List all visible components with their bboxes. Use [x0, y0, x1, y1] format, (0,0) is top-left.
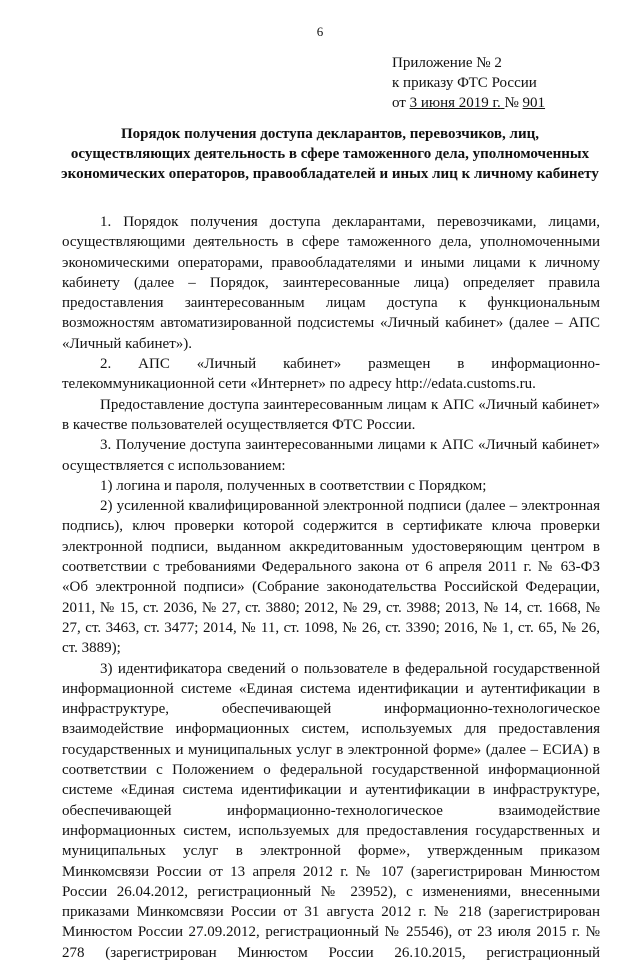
document-body [62, 212, 600, 963]
paragraph-4: 3. Получение доступа заинтересованными лицами к АПС «Личный кабинет» осуществляется с использованием: [62, 437, 600, 474]
paragraph-5: 1) логина и пароля, полученных в соответствии с Порядком; [100, 477, 487, 494]
appendix-number: 901 [522, 95, 546, 111]
paragraph-1: 1. Порядок получения доступа декларантами, перевозчиками, лицами, осуществляющими деятельность в сфере таможенного дела, уполномоченными экономическими операторами, правообладателями и иными лицами к личному кабинету (далее – Порядок, заинтересованные лица) определяет правила предоставления заинтересованным лицам доступа к функциональным возможностям автоматизированной подсистемы «Личный кабинет» (далее – АПС «Личный кабинет»). [62, 214, 600, 352]
document-title: Порядок получения доступа декларантов, перевозчиков, лиц, осуществляющих деятельность в сфере таможенного дела, уполномоченных экономических операторов, правообладателей и иных лиц к личному кабинету [61, 126, 599, 182]
paragraph-6: 2) усиленной квалифицированной электронной подписи (далее – электронная подпись), ключ проверки которой содержится в сертификате ключа проверки электронной подписи, выданном аккредитованным удостоверяющим центром в соответствии с требованиями Федерального закона от 6 апреля 2011 г. № 63-ФЗ «Об электронной подписи» (Собрание законодательства Российской Федерации, 2011, № 15, ст. 2036, № 27, ст. 3880; 2012, № 29, ст. 3988; 2013, № 14, ст. 1668, № 27, ст. 3463, ст. 3477; 2014, № 11, ст. 1098, № 26, ст. 3390; 2016, № 1, ст. 65, № 26, ст. 3889); [62, 498, 600, 657]
appendix-block [392, 53, 545, 113]
appendix-date-prefix: от [392, 95, 410, 111]
page-number: 6 [316, 24, 324, 39]
appendix-line-3 [392, 93, 545, 113]
appendix-date: 3 июня 2019 г. [409, 95, 501, 111]
appendix-line-1: Приложение № 2 [392, 55, 502, 71]
appendix-line-2: к приказу ФТС России [392, 75, 537, 91]
paragraph-7: 3) идентификатора сведений о пользователе в федеральной государственной информационной системе «Единая система идентификации и аутентификации в инфраструктуре, обеспечивающей информационно-технологическое взаимодействие информационных систем, используемых для предоставления государственных и муниципальных услуг в электронной форме» (далее – ЕСИА) в соответствии с Положением о федеральной государственной информационной системе «Единая система идентификации и аутентификации в инфраструктуре, обеспечивающей информационно-технологическое взаимодействие информационных систем, используемых для предоставления государственных и муниципальных услуг в электронной форме», утвержденным приказом Минкомсвязи России от 13 апреля 2012 г. № 107 (зарегистрирован Минюстом России 26.04.2012, регистрационный № 23952), с изменениями, внесенными приказами Минкомсвязи России от 31 августа 2012 г. № 218 (зарегистрирован Минюстом России 27.09.2012, регистрационный № 25546), от 23 июля 2015 г. № 278 (зарегистрирован Минюстом России 26.10.2015, регистрационный [62, 660, 600, 961]
paragraph-2: 2. АПС «Личный кабинет» размещен в информационно-телекоммуникационной сети «Интернет» по адресу http://edata.customs.ru. [62, 356, 600, 393]
paragraph-3: Предоставление доступа заинтересованным лицам к АПС «Личный кабинет» в качестве пользователей осуществляется ФТС России. [62, 396, 600, 433]
appendix-number-prefix: № [504, 95, 523, 111]
